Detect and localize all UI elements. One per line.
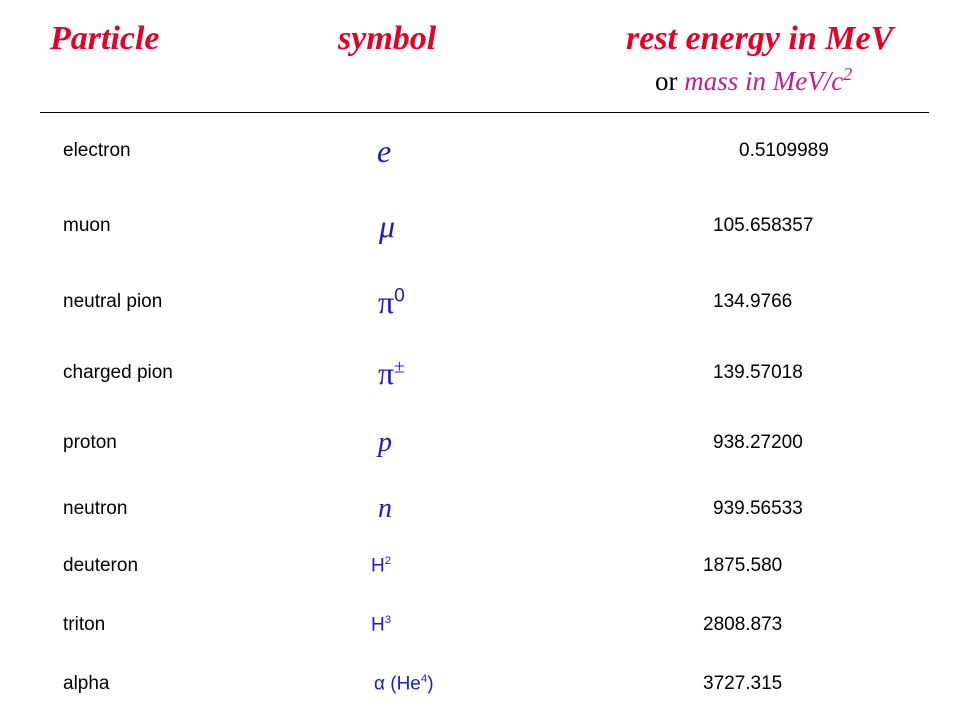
symbol-base: π bbox=[378, 284, 395, 320]
table-row bbox=[0, 131, 960, 171]
symbol-base: H bbox=[371, 614, 385, 636]
table-row bbox=[0, 206, 960, 246]
particle-name: charged pion bbox=[63, 362, 173, 383]
particle-symbol bbox=[371, 616, 391, 635]
symbol-superscript: 4 bbox=[420, 673, 428, 686]
symbol-superscript: 0 bbox=[394, 285, 405, 307]
symbol-base: H bbox=[371, 555, 385, 577]
table-row bbox=[0, 546, 960, 586]
rest-energy: 134.9766 bbox=[713, 291, 793, 312]
particle-name: neutron bbox=[63, 498, 128, 519]
rest-energy: 938.27200 bbox=[713, 432, 803, 453]
table-row bbox=[0, 605, 960, 645]
rest-energy: 3727.315 bbox=[703, 673, 783, 694]
table-row bbox=[0, 423, 960, 463]
particle-symbol bbox=[378, 429, 392, 457]
particle-symbol bbox=[379, 210, 395, 242]
table-row bbox=[0, 489, 960, 529]
symbol-base: p bbox=[378, 427, 392, 458]
subtitle-or: or bbox=[655, 66, 685, 96]
rest-energy: 105.658357 bbox=[713, 215, 814, 236]
header-subtitle bbox=[655, 66, 852, 97]
particle-name: alpha bbox=[63, 673, 110, 694]
particle-name: muon bbox=[63, 215, 111, 236]
table-row bbox=[0, 664, 960, 704]
particle-name: neutral pion bbox=[63, 291, 163, 312]
rest-energy: 939.56533 bbox=[713, 498, 803, 519]
symbol-base: α (He bbox=[374, 673, 421, 695]
symbol-superscript: 3 bbox=[384, 614, 392, 627]
subtitle-exponent: 2 bbox=[843, 64, 853, 84]
particle-symbol bbox=[378, 357, 405, 389]
header-divider bbox=[40, 112, 929, 113]
particle-symbol bbox=[378, 286, 405, 318]
particle-name: deuteron bbox=[63, 555, 139, 576]
rest-energy: 139.57018 bbox=[713, 362, 803, 383]
rest-energy: 2808.873 bbox=[703, 614, 783, 635]
symbol-base: n bbox=[378, 493, 392, 524]
symbol-base: π bbox=[378, 355, 395, 391]
particle-symbol bbox=[374, 675, 434, 694]
symbol-tail: ) bbox=[427, 673, 434, 695]
symbol-superscript: ± bbox=[394, 356, 405, 378]
table-row bbox=[0, 353, 960, 393]
rest-energy: 1875.580 bbox=[703, 555, 783, 576]
header-particle: Particle bbox=[50, 20, 160, 57]
particle-name: proton bbox=[63, 432, 117, 453]
header-rest-energy: rest energy in MeV bbox=[626, 20, 894, 57]
particle-name: electron bbox=[63, 140, 131, 161]
table-row bbox=[0, 282, 960, 322]
rest-energy: 0.5109989 bbox=[739, 140, 829, 161]
symbol-base: μ bbox=[379, 208, 396, 244]
particle-symbol bbox=[378, 495, 392, 523]
particle-name: triton bbox=[63, 614, 106, 635]
symbol-base: e bbox=[377, 133, 392, 169]
particle-symbol bbox=[377, 135, 391, 167]
subtitle-mass: mass in MeV/c bbox=[684, 66, 844, 96]
header-symbol: symbol bbox=[338, 20, 437, 57]
particle-symbol bbox=[371, 557, 391, 576]
symbol-superscript: 2 bbox=[384, 555, 392, 568]
